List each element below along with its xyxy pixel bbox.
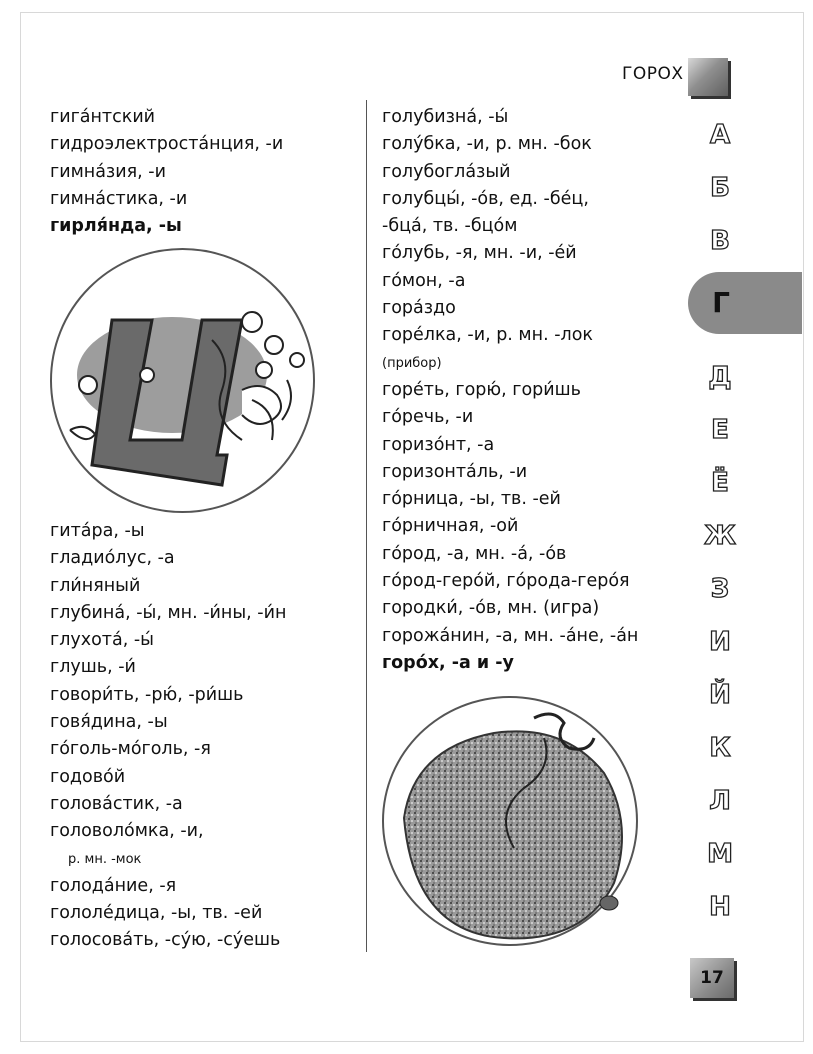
dictionary-entry: го́рница, -ы, тв. -ей: [382, 489, 561, 510]
left-column-bottom: [50, 518, 350, 955]
dictionary-entry: гита́ра, -ы: [50, 521, 145, 541]
dictionary-entry: горизонта́ль, -и: [382, 461, 528, 482]
dictionary-entry: горо́х, -а и -у: [382, 652, 514, 673]
active-letter-tab[interactable]: [688, 272, 802, 334]
letter-shcha-illustration: [50, 235, 315, 513]
dictionary-entry: -бца́, тв. -бцо́м: [382, 216, 518, 237]
dictionary-entry: голубизна́, -ы́: [382, 107, 509, 127]
dictionary-entry: головоло́мка, -и,: [50, 821, 204, 842]
dictionary-entry: го́лубь, -я, мн. -и, -е́й: [382, 243, 577, 264]
dictionary-entry: голода́ние, -я: [50, 875, 177, 896]
dictionary-entry: го́род-геро́й, го́рода-геро́я: [382, 571, 630, 592]
dictionary-entry: го́голь-мо́голь, -я: [50, 739, 211, 760]
dictionary-entry: годово́й: [50, 766, 126, 787]
dictionary-entry: горе́лка, -и, р. мн. -лок: [382, 325, 593, 346]
running-head: ГОРОХ: [622, 64, 684, 84]
active-letter: Г: [712, 286, 730, 319]
dictionary-entry: гидроэлектроста́нция, -и: [50, 134, 284, 155]
alphabet-letter[interactable]: Л: [709, 786, 731, 816]
right-entries: [382, 104, 692, 677]
dictionary-entry: глушь, -и́: [50, 657, 136, 678]
dictionary-entry: гимна́стика, -и: [50, 188, 188, 209]
illustration-letter: Щ: [52, 235, 70, 254]
dictionary-entry: горе́ть, горю́, гори́шь: [382, 379, 581, 400]
column-divider: [366, 100, 367, 952]
dictionary-entry: глухота́, -ы́: [50, 630, 154, 651]
alphabet-letter[interactable]: З: [710, 574, 730, 604]
left-entries-bottom: [50, 518, 350, 955]
alphabet-letter[interactable]: Ж: [704, 521, 736, 551]
alphabet-letter[interactable]: Ё: [711, 468, 729, 498]
dictionary-entry: гора́здо: [382, 298, 456, 319]
dictionary-entry: голова́стик, -а: [50, 793, 183, 814]
dictionary-entry: го́род, -а, мн. -а́, -о́в: [382, 543, 567, 564]
left-column: [50, 104, 350, 240]
dictionary-entry: горизо́нт, -а: [382, 434, 495, 455]
corner-square-decoration: [688, 58, 728, 96]
alphabet-letter[interactable]: М: [707, 839, 733, 869]
dictionary-entry: говя́дина, -ы: [50, 712, 168, 733]
alphabet-letter[interactable]: А: [709, 120, 731, 150]
dictionary-entry: голосова́ть, -су́ю, -су́ешь: [50, 930, 281, 951]
page-number: 17: [690, 958, 734, 998]
dictionary-entry: глубина́, -ы́, мн. -и́ны, -и́н: [50, 602, 287, 623]
dictionary-entry: гололе́дица, -ы, тв. -ей: [50, 903, 263, 924]
alphabet-letter[interactable]: К: [709, 733, 731, 763]
left-entries-top: [50, 104, 350, 240]
dictionary-entry: гимна́зия, -и: [50, 161, 166, 182]
alphabet-letter[interactable]: И: [709, 627, 731, 657]
right-column: [382, 104, 692, 677]
dictionary-entry: гли́няный: [50, 575, 141, 596]
alphabet-letter[interactable]: Д: [708, 362, 732, 392]
alphabet-letter[interactable]: Н: [709, 892, 731, 922]
dictionary-entry: (прибор): [382, 355, 442, 371]
dictionary-entry: говори́ть, -рю́, -ри́шь: [50, 684, 244, 705]
dictionary-entry: голу́бка, -и, р. мн. -бок: [382, 134, 592, 155]
dictionary-entry: р. мн. -мок: [68, 851, 142, 867]
dictionary-entry: голубцы́, -о́в, ед. -бе́ц,: [382, 188, 589, 209]
dictionary-entry: гладио́лус, -а: [50, 548, 175, 569]
peas-illustration: [382, 696, 638, 946]
dictionary-entry: городки́, -о́в, мн. (игра): [382, 598, 600, 619]
dictionary-entry: гига́нтский: [50, 107, 156, 127]
alphabet-letter[interactable]: Б: [710, 173, 730, 203]
alphabet-letter[interactable]: Й: [709, 680, 731, 710]
dictionary-entry: гирля́нда, -ы: [50, 216, 182, 237]
alphabet-letter[interactable]: Е: [711, 415, 729, 445]
dictionary-entry: го́мон, -а: [382, 270, 466, 291]
dictionary-entry: голубогла́зый: [382, 161, 511, 182]
dictionary-entry: горожа́нин, -а, мн. -а́не, -а́н: [382, 625, 639, 646]
dictionary-entry: го́рничная, -ой: [382, 516, 519, 537]
dictionary-entry: го́речь, -и: [382, 407, 474, 428]
alphabet-letter[interactable]: В: [710, 226, 730, 256]
